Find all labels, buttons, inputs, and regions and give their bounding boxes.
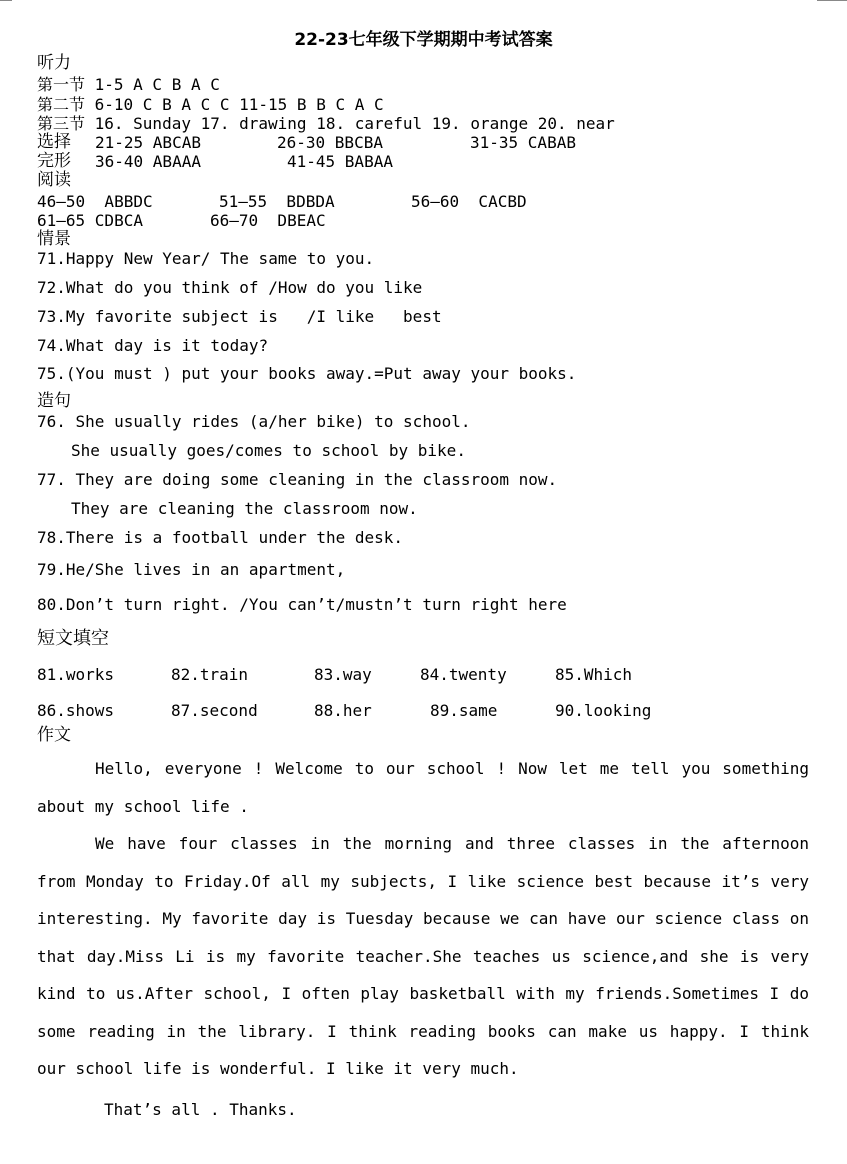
listening-section-1: 第一节 1-5 A C B A C: [37, 75, 220, 94]
situation-heading: 情景: [37, 229, 71, 249]
essay-paragraph-2: We have four classes in the morning and three classes in the afternoon from Monday to Friday.Of all my subjects, I like science best because it’s very interesting. My favorite day is Tuesday because we can have our science class on that day.Miss Li is my favorite teacher.She teaches us science,and she is very kind to us.After school, I often play basketball with my friends.Sometimes I do some reading in the library. I think reading books can make us happy. I think our school life is wonderful. I like it very much.: [37, 834, 809, 1078]
choice-answers-c: 31-35 CABAB: [470, 133, 576, 152]
listening-section-2: 第二节 6-10 C B A C C 11-15 B B C A C: [37, 95, 384, 114]
fill-answer-83: 83.way: [314, 665, 372, 684]
fill-answer-86: 86.shows: [37, 701, 115, 720]
situation-answer-75: 75.(You must ) put your books away.=Put away your books.: [37, 364, 577, 383]
essay-closing: That’s all . Thanks.: [104, 1100, 297, 1119]
sentence-answer-77b: They are cleaning the classroom now.: [71, 499, 418, 518]
fill-answer-87: 87.second: [171, 701, 258, 720]
fill-answer-89: 89.same: [430, 701, 498, 720]
essay-paragraph-1: Hello, everyone ! Welcome to our school ! Now let me tell you something about my school life .: [37, 759, 809, 816]
reading-heading: 阅读: [37, 170, 71, 190]
situation-answer-72: 72.What do you think of /How do you like: [37, 278, 423, 297]
reading-answers-5: 66—70 DBEAC: [210, 211, 326, 230]
cloze-answers-a: 36-40 ABAAA: [95, 152, 201, 171]
fill-answer-81: 81.works: [37, 665, 115, 684]
cloze-answers-b: 41-45 BABAA: [287, 152, 393, 171]
situation-answer-74: 74.What day is it today?: [37, 336, 269, 355]
choice-label: 选择: [37, 132, 71, 152]
fill-answer-84: 84.twenty: [420, 665, 507, 684]
reading-answers-2: 51—55 BDBDA: [219, 192, 335, 211]
situation-answer-71: 71.Happy New Year/ The same to you.: [37, 249, 375, 268]
fill-answer-90: 90.looking: [555, 701, 652, 720]
listening-section-3: 第三节 16. Sunday 17. drawing 18. careful 19. orange 20. near: [37, 114, 615, 133]
choice-answers-b: 26-30 BBCBA: [277, 133, 383, 152]
sentence-answer-80: 80.Don’t turn right. /You can’t/mustn’t turn right here: [37, 595, 567, 614]
fill-answer-85: 85.Which: [555, 665, 633, 684]
reading-answers-1: 46—50 ABBDC: [37, 192, 153, 211]
page-title: 22-23七年级下学期期中考试答案: [294, 30, 553, 50]
sentences-heading: 造句: [37, 391, 71, 411]
sentence-answer-76b: She usually goes/comes to school by bike.: [71, 441, 466, 460]
listening-heading: 听力: [37, 53, 71, 73]
sentence-answer-76a: 76. She usually rides (a/her bike) to school.: [37, 412, 471, 431]
reading-answers-3: 56—60 CACBD: [411, 192, 527, 211]
fill-answer-82: 82.train: [171, 665, 249, 684]
writing-heading: 作文: [37, 725, 71, 745]
essay-body: [37, 750, 809, 1088]
sentence-answer-78: 78.There is a football under the desk.: [37, 528, 404, 547]
fill-answer-88: 88.her: [314, 701, 372, 720]
sentence-answer-79: 79.He/She lives in an apartment,: [37, 560, 346, 579]
sentence-answer-77a: 77. They are doing some cleaning in the classroom now.: [37, 470, 558, 489]
corner-line-right: [817, 0, 847, 1]
fill-heading: 短文填空: [37, 628, 109, 649]
cloze-label: 完形: [37, 151, 71, 171]
reading-answers-4: 61—65 CDBCA: [37, 211, 143, 230]
choice-answers-a: 21-25 ABCAB: [95, 133, 201, 152]
situation-answer-73: 73.My favorite subject is /I like best: [37, 307, 442, 326]
corner-line-left: [0, 0, 12, 1]
